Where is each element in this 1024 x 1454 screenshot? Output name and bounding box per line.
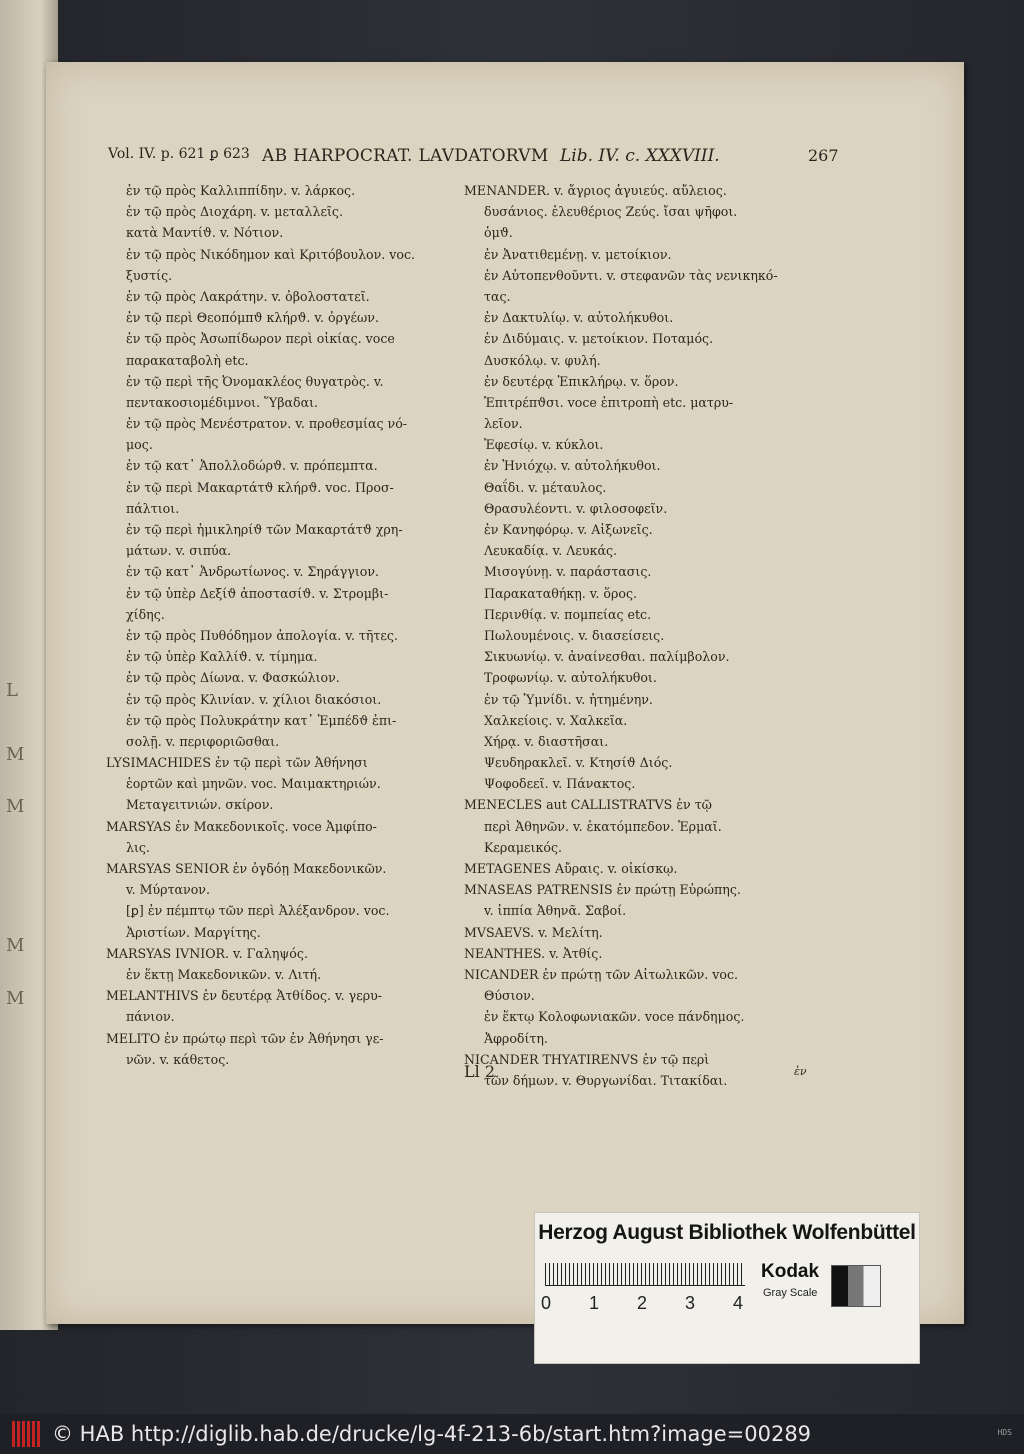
left-column bbox=[106, 180, 460, 1070]
text-line: LYSIMACHIDES ἐν τῷ περὶ τῶν Ἀθήνησι bbox=[106, 755, 368, 771]
text-line: Μεταγειτνιών. σκίρον. bbox=[126, 797, 274, 813]
text-line: ἐν τῷ περὶ Μακαρτάτϑ κλήρϑ. voc. Προσ- bbox=[126, 479, 394, 495]
text-line: Χήρᾳ. v. διαστῆσαι. bbox=[484, 733, 609, 749]
edge-letter: M bbox=[6, 988, 25, 1009]
text-line: ἐν τῷ ὑπὲρ Καλλίϑ. v. τίμημα. bbox=[126, 649, 318, 665]
ruler-number: 0 bbox=[541, 1293, 552, 1313]
text-line: NEANTHES. v. Ἀτθίς. bbox=[464, 945, 603, 961]
text-line: ἐν τῷ κατ᾿ Ἀπολλοδώρϑ. v. πρόπεμπτα. bbox=[126, 458, 378, 474]
text-line: ἐν ἕκτῳ Κολοφωνιακῶν. voce πάνδημος. bbox=[484, 1009, 745, 1025]
text-line: λις. bbox=[126, 839, 150, 855]
edge-letter: M bbox=[6, 796, 25, 817]
text-line: Μισογύνῃ. v. παράστασις. bbox=[484, 564, 652, 580]
text-line: Χαλκείοις. v. Χαλκεῖα. bbox=[484, 712, 628, 728]
text-line: λεῖον. bbox=[484, 416, 523, 432]
text-line: τῶν δήμων. v. Θυργωνίδαι. Τιτακίδαι. bbox=[484, 1072, 728, 1088]
hab-logo-icon bbox=[12, 1421, 42, 1447]
text-line: ἐν τῷ πρὸς Πυθόδημον ἀπολογία. v. τῆτες. bbox=[126, 627, 398, 643]
text-line: Ψοφοδεεῖ. v. Πάνακτος. bbox=[484, 776, 636, 792]
text-line: Ἐπιτρέπϑσι. voce ἐπιτροπὴ etc. ματρυ- bbox=[484, 394, 734, 410]
text-line: Πωλουμένοις. v. διασείσεις. bbox=[484, 627, 665, 643]
text-line: Περινθίᾳ. v. πομπείας etc. bbox=[484, 606, 652, 622]
text-line: μάτων. v. σιπύα. bbox=[126, 543, 232, 559]
text-line: ἐν τῷ κατ᾿ Ἀνδρωτίωνος. v. Σηράγγιον. bbox=[126, 564, 379, 580]
text-line: παρακαταβολὴ etc. bbox=[126, 352, 249, 368]
text-line: ἐν τῷ περὶ Θεοπόμπϑ κλήρϑ. v. ὀργέων. bbox=[126, 310, 379, 326]
text-line: μος. bbox=[126, 437, 153, 453]
text-line: ἐν τῷ πρὸς Πολυκράτην κατ᾿ Ἐμπέδϑ ἐπι- bbox=[126, 712, 397, 728]
text-line: MARSYAS IVNIOR. v. Γαληψός. bbox=[106, 945, 308, 961]
text-line: ἐν Διδύμαις. v. μετοίκιον. Ποταμός. bbox=[484, 331, 714, 347]
gray-scale-caption: Gray Scale bbox=[763, 1287, 818, 1299]
book-chapter: Lib. IV. c. XXXVIII. bbox=[560, 146, 720, 166]
text-line: Ἀριστίων. Μαργίτης. bbox=[126, 924, 261, 940]
text-line: ἐν Δακτυλίῳ. v. αὐτολήκυθοι. bbox=[484, 310, 674, 326]
text-line: ἐν ἕκτῃ Μακεδονικῶν. v. Λιτή. bbox=[126, 966, 322, 982]
signature-mark: Ll 2 bbox=[464, 1062, 496, 1081]
ruler-number: 1 bbox=[589, 1293, 600, 1313]
edge-letter: L bbox=[6, 680, 18, 701]
text-line: ἐν τῷ πρὸς Διοχάρη. v. μεταλλεῖς. bbox=[126, 204, 343, 220]
text-line: ἐν τῷ περὶ ἡμικληρίϑ τῶν Μακαρτάτϑ χρη- bbox=[126, 522, 403, 537]
text-line: πάλτιοι. bbox=[126, 500, 180, 516]
text-line: ἐν Κανηφόρῳ. v. Αἰξωνεῖς. bbox=[484, 522, 653, 537]
text-line: MVSAEVS. v. Μελίτη. bbox=[464, 924, 603, 940]
text-line: MARSYAS ἐν Μακεδονικοῖς. voce Ἀμφίπο- bbox=[106, 818, 377, 834]
text-line: ἐν τῷ ὑπὲρ Δεξίϑ ἀποστασίϑ. v. Στρομβι- bbox=[126, 585, 389, 601]
text-line: νῶν. v. κάθετος. bbox=[126, 1051, 230, 1067]
footer-bar bbox=[0, 1414, 1024, 1454]
text-line: ἐν τῷ περὶ τῆς Ὀνομακλέος θυγατρὸς. v. bbox=[126, 373, 384, 389]
text-line: Θύσιον. bbox=[484, 988, 535, 1004]
text-line: ἐν τῷ πρὸς Νικόδημον καὶ Κριτόβουλον. voc. bbox=[126, 246, 416, 262]
text-line: Δυσκόλῳ. v. φυλή. bbox=[484, 352, 601, 368]
text-line: ἐν δευτέρᾳ Ἐπικλήρῳ. v. ὅρον. bbox=[484, 373, 679, 389]
text-line: Παρακαταθήκῃ. v. ὅρος. bbox=[484, 585, 638, 601]
book-page bbox=[46, 62, 964, 1324]
volume-reference: Vol. IV. p. 621 ꝑ 623 bbox=[108, 146, 250, 162]
text-line: MNASEAS PATRENSIS ἐν πρώτῃ Εὐρώπης. bbox=[464, 882, 741, 898]
text-line: NICANDER ἐν πρώτῃ τῶν Αἰτωλικῶν. voc. bbox=[464, 966, 739, 982]
library-color-target-label bbox=[534, 1212, 920, 1364]
text-line: ἐν Αὐτοπενθοῦντι. v. στεφανῶν τὰς νενικηκό- bbox=[484, 267, 778, 283]
right-column bbox=[464, 180, 830, 1091]
text-line: ἐν τῷ Ὑμνίδι. v. ἠτημένην. bbox=[484, 691, 653, 707]
text-line: ἐν τῷ πρὸς Καλλιππίδην. v. λάρκος. bbox=[126, 183, 356, 198]
scale-ruler bbox=[545, 1263, 745, 1286]
ruler-number: 2 bbox=[637, 1293, 648, 1313]
text-line: χίδης. bbox=[126, 606, 165, 622]
ruler-number: 4 bbox=[733, 1293, 744, 1313]
copyright-url[interactable]: © HAB http://diglib.hab.de/drucke/lg-4f-213-6b/start.htm?image=00289 bbox=[52, 1422, 812, 1446]
text-line: ἐν τῷ πρὸς Λακράτην. v. ὀβολοστατεῖ. bbox=[126, 288, 370, 304]
text-line: [ꝑ] ἐν πέμπτῳ τῶν περὶ Ἀλέξανδρον. voc. bbox=[126, 903, 390, 919]
edge-letter: M bbox=[6, 744, 25, 765]
text-line: MENECLES aut CALLISTRATVS ἐν τῷ bbox=[464, 797, 712, 813]
text-line: πεντακοσιομέδιμνοι. Ὕβαδαι. bbox=[126, 394, 319, 410]
text-line: ἐν τῷ πρὸς Ἀσωπίδωρον περὶ οἰκίας. voce bbox=[126, 331, 395, 347]
text-line: τας. bbox=[484, 288, 511, 304]
text-line: ξυστίς. bbox=[126, 267, 173, 283]
text-line: Τροφωνίῳ. v. αὐτολήκυθοι. bbox=[484, 670, 657, 686]
edge-letter: M bbox=[6, 935, 25, 956]
text-line: ἐν τῷ πρὸς Μενέστρατον. v. προθεσμίας νό- bbox=[126, 416, 408, 432]
text-line: METAGENES Αὔραις. v. οἰκίσκῳ. bbox=[464, 861, 678, 876]
text-line: v. Μύρτανον. bbox=[126, 882, 210, 898]
text-line: Ἐφεσίῳ. v. κύκλοι. bbox=[484, 437, 604, 453]
text-line: σολῇ. v. περιφοριῶσθαι. bbox=[126, 733, 280, 749]
text-line: ἑορτῶν καὶ μηνῶν. voc. Μαιμακτηριών. bbox=[126, 776, 381, 792]
text-line: ὁμϑ. bbox=[484, 225, 513, 241]
text-line: Ἀφροδίτη. bbox=[484, 1030, 548, 1046]
text-line: ἐν Ἡνιόχῳ. v. αὐτολήκυθοι. bbox=[484, 458, 661, 474]
ruler-number: 3 bbox=[685, 1293, 696, 1313]
text-line: MARSYAS SENIOR ἐν ὀγδόῃ Μακεδονικῶν. bbox=[106, 861, 387, 876]
text-line: Κεραμεικός. bbox=[484, 839, 562, 855]
text-line: Λευκαδίᾳ. v. Λευκάς. bbox=[484, 543, 618, 559]
page-number: 267 bbox=[808, 146, 839, 165]
text-line: MENANDER. v. ἄγριος ἀγυιεύς. αὔλειος. bbox=[464, 183, 727, 198]
library-name: Herzog August Bibliothek Wolfenbüttel bbox=[538, 1221, 916, 1244]
text-line: MELANTHIVS ἐν δευτέρᾳ Ἀτθίδος. v. γερυ- bbox=[106, 988, 383, 1004]
text-line: MELITO ἐν πρώτῳ περὶ τῶν ἐν Ἀθήνησι γε- bbox=[106, 1030, 384, 1046]
text-line: περὶ Ἀθηνῶν. v. ἑκατόμπεδον. Ἑρμαῖ. bbox=[484, 818, 722, 834]
text-line: NICANDER THYATIRENVS ἐν τῷ περὶ bbox=[464, 1051, 710, 1067]
text-line: ἐν τῷ πρὸς Δίωνα. v. Φασκώλιον. bbox=[126, 670, 340, 686]
text-line: ἐν τῷ πρὸς Κλινίαν. v. χίλιοι διακόσιοι. bbox=[126, 691, 382, 707]
text-line: Σικυωνίῳ. v. ἀναίνεσθαι. παλίμβολον. bbox=[484, 649, 730, 665]
footer-mark: HDS bbox=[997, 1428, 1012, 1437]
text-line: v. ἱππία Ἀθηνᾶ. Σαβοί. bbox=[484, 903, 627, 919]
text-line: Θρασυλέοντι. v. φιλοσοφεῖν. bbox=[484, 500, 668, 516]
text-line: πάνιον. bbox=[126, 1009, 175, 1025]
gray-scale-patches bbox=[831, 1265, 881, 1307]
catchword: ἐν bbox=[794, 1065, 807, 1078]
text-line: δυσάνιος. ἐλευθέριος Ζεύς. ἴσαι ψῆφοι. bbox=[484, 204, 738, 220]
text-line: ἐν Ἀνατιθεμένῃ. v. μετοίκιον. bbox=[484, 246, 672, 262]
kodak-brand: Kodak bbox=[761, 1261, 820, 1282]
section-title: AB HARPOCRAT. LAVDATORVM bbox=[262, 146, 549, 166]
text-line: Ψευδηρακλεῖ. v. Κτησίϑ Διός. bbox=[484, 755, 673, 771]
running-head bbox=[108, 146, 850, 170]
text-line: Θαΐδι. v. μέταυλος. bbox=[484, 479, 607, 495]
text-line: κατὰ Μαντίϑ. v. Νότιον. bbox=[126, 225, 284, 241]
